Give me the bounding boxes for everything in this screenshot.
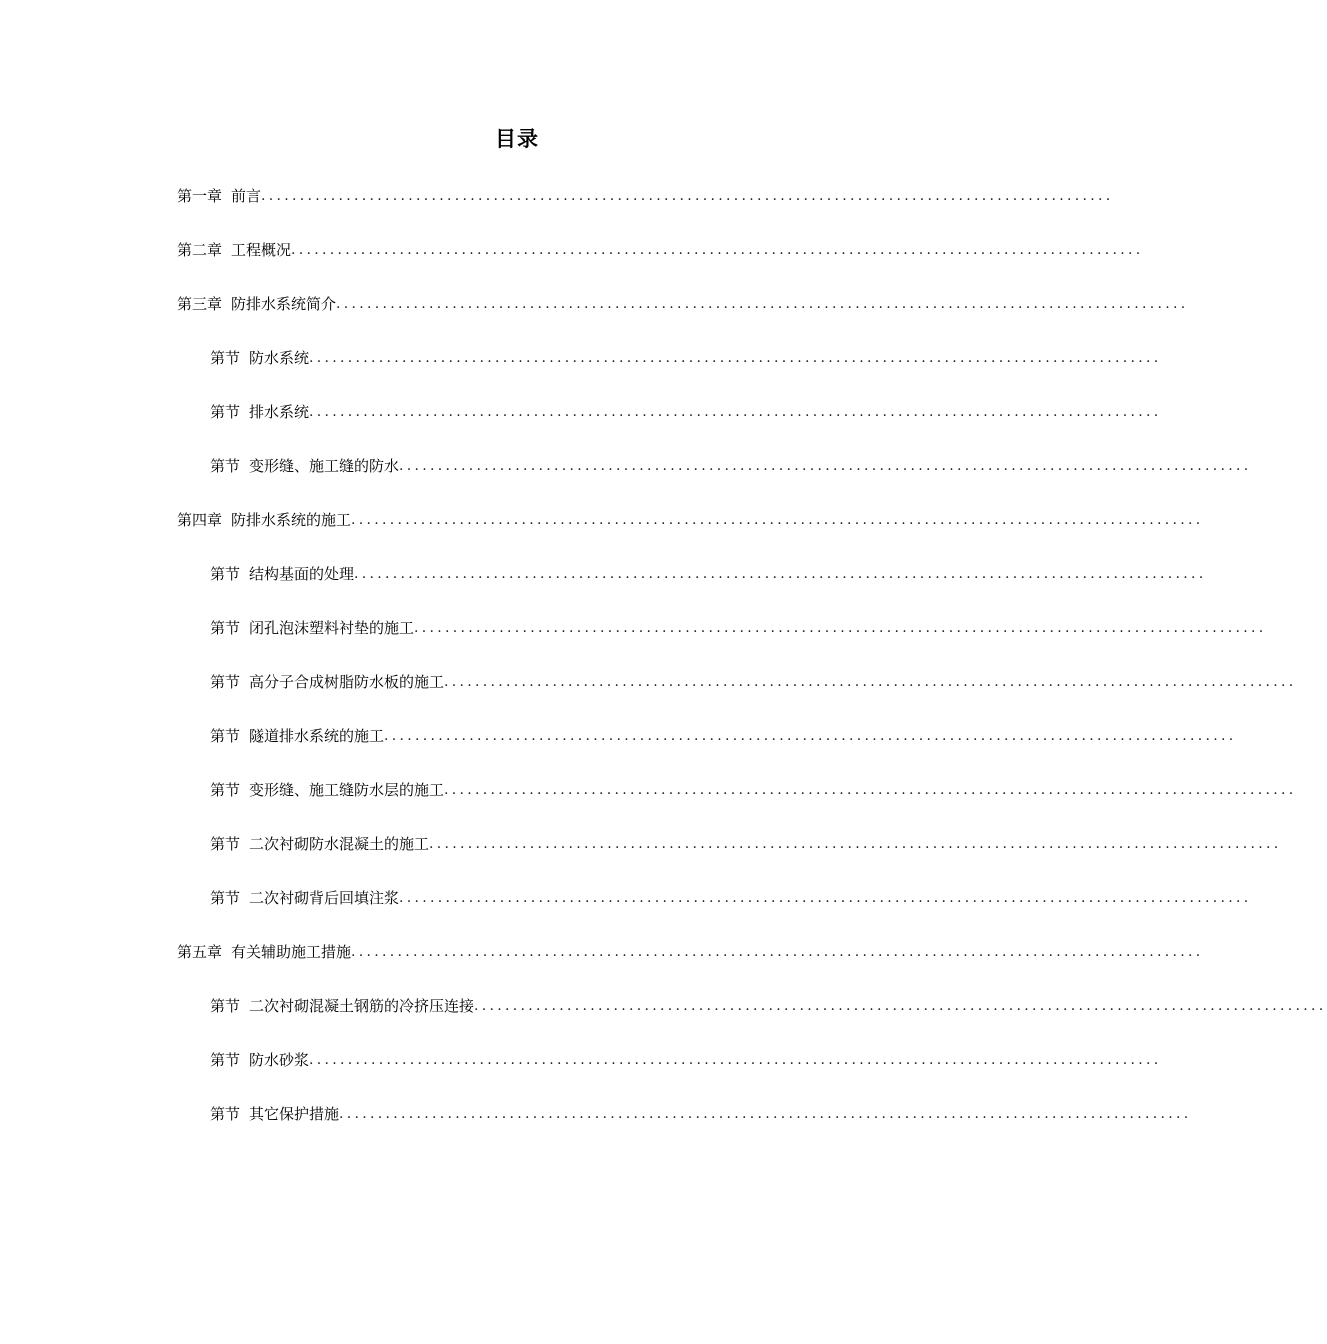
toc-entry-title: 二次衬砌背后回填注浆 [249,889,400,907]
dot-leader: .............................................................................................................. [354,566,1207,582]
toc-entry-section[interactable] [177,452,1252,506]
toc-entry-title: 排水系统 [249,403,310,421]
toc-entry-title: 工程概况 [231,241,292,259]
toc-entry-prefix: 第节 [210,619,241,637]
toc-entry-prefix: 第节 [210,565,241,583]
dot-leader: .............................................................................................................. [429,836,1282,852]
toc-entry-chapter-4[interactable] [177,506,1204,560]
toc-entry-chapter-5[interactable] [177,938,1204,992]
toc-entry-title: 二次衬砌混凝土钢筋的冷挤压连接 [249,997,475,1015]
toc-entry-prefix: 第节 [210,889,241,907]
toc-entry-prefix: 第节 [210,835,241,853]
toc-entry-title: 防排水系统简介 [231,295,337,313]
toc-entry-title: 结构基面的处理 [249,565,355,583]
dot-leader: .............................................................................................................. [261,188,1114,204]
dot-leader: .............................................................................................................. [444,782,1297,798]
toc-entry-title: 前言 [231,187,262,205]
toc-entry-title: 其它保护措施 [249,1105,340,1123]
toc-entry-chapter-3[interactable] [177,290,1189,344]
toc-entry-section[interactable] [177,614,1267,668]
toc-entry-section[interactable] [177,344,1162,398]
dot-leader: .............................................................................................................. [336,296,1189,312]
toc-entry-title: 防水砂浆 [249,1051,310,1069]
toc-entry-title: 闭孔泡沫塑料衬垫的施工 [249,619,415,637]
toc-entry-prefix: 第二章 [177,241,223,259]
dot-leader: .............................................................................................................. [351,944,1204,960]
toc-entry-section[interactable] [177,776,1297,830]
dot-leader: .............................................................................................................. [414,620,1267,636]
toc-entry-prefix: 第节 [210,1105,241,1123]
toc-entry-section[interactable] [177,1046,1162,1100]
dot-leader: .............................................................................................................. [309,1052,1162,1068]
toc-entry-section[interactable] [177,830,1282,884]
toc-entry-prefix: 第节 [210,1051,241,1069]
page-title: 目录 [495,126,539,151]
toc-entry-title: 高分子合成树脂防水板的施工 [249,673,445,691]
toc-entry-section[interactable] [177,560,1207,614]
table-of-contents [177,182,1327,1154]
dot-leader: .............................................................................................................. [474,998,1327,1014]
toc-entry-prefix: 第一章 [177,187,223,205]
toc-entry-title: 隧道排水系统的施工 [249,727,385,745]
dot-leader: .............................................................................................................. [309,350,1162,366]
toc-entry-title: 变形缝、施工缝的防水 [249,457,400,475]
toc-entry-section[interactable] [177,992,1327,1046]
dot-leader: .............................................................................................................. [339,1106,1192,1122]
toc-entry-prefix: 第节 [210,673,241,691]
toc-entry-prefix: 第节 [210,403,241,421]
dot-leader: .............................................................................................................. [399,890,1252,906]
toc-entry-section[interactable] [177,668,1297,722]
toc-entry-section[interactable] [177,884,1252,938]
toc-entry-prefix: 第节 [210,349,241,367]
toc-entry-title: 防排水系统的施工 [231,511,352,529]
toc-entry-prefix: 第节 [210,457,241,475]
toc-entry-title: 变形缝、施工缝防水层的施工 [249,781,445,799]
toc-entry-prefix: 第节 [210,997,241,1015]
toc-entry-chapter-1[interactable] [177,182,1114,236]
toc-entry-prefix: 第四章 [177,511,223,529]
dot-leader: .............................................................................................................. [384,728,1237,744]
toc-entry-chapter-2[interactable] [177,236,1144,290]
toc-entry-prefix: 第三章 [177,295,223,313]
dot-leader: .............................................................................................................. [309,404,1162,420]
toc-entry-section[interactable] [177,722,1237,776]
dot-leader: .............................................................................................................. [444,674,1297,690]
toc-entry-prefix: 第节 [210,727,241,745]
toc-entry-title: 有关辅助施工措施 [231,943,352,961]
toc-entry-section[interactable] [177,1100,1192,1154]
toc-entry-title: 二次衬砌防水混凝土的施工 [249,835,430,853]
toc-entry-title: 防水系统 [249,349,310,367]
toc-entry-prefix: 第五章 [177,943,223,961]
toc-entry-section[interactable] [177,398,1162,452]
dot-leader: .............................................................................................................. [351,512,1204,528]
toc-entry-prefix: 第节 [210,781,241,799]
dot-leader: .............................................................................................................. [399,458,1252,474]
dot-leader: .............................................................................................................. [291,242,1144,258]
